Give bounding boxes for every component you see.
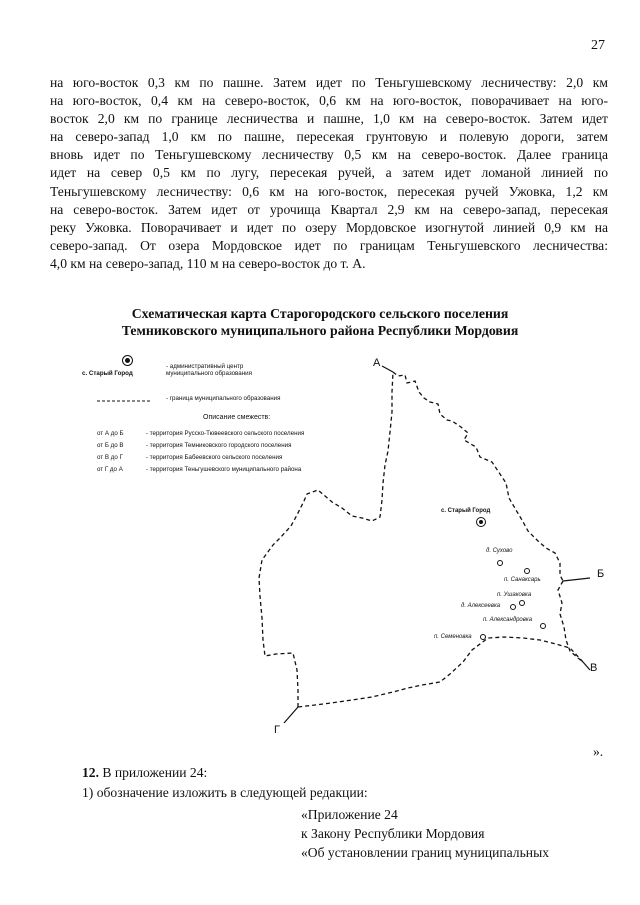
- legend-desc: - территория Бабеевского сельского поселения: [146, 454, 283, 461]
- item-12: [82, 765, 207, 781]
- paragraph-line: на юго-восток 0,3 км по пашне. Затем идет по Теньгушевскому лесничеству: 2,0 км: [50, 75, 608, 90]
- place-label-stary-gorod: с. Старый Город: [441, 508, 491, 514]
- leader-line-v: [583, 662, 590, 670]
- paragraph-line: на северо-восток. Затем идет от урочища Квартал 2,9 км на северо-запад, пересекая: [50, 201, 608, 217]
- leader-line-g: [284, 707, 298, 723]
- legend-desc: - территория Русско-Тювеевского сельского поселения: [146, 430, 305, 437]
- paragraph-line: северо-запад. От озера Мордовское идет по границам Теньгушевского лесничества:: [50, 237, 608, 253]
- village-marker: [524, 568, 530, 574]
- paragraph-line: на северо-запад 1,0 км по пашне, пересекая грунтовую и полевую дороги, затем: [50, 129, 608, 145]
- place-label-alekseevka: д. Алексеевка: [461, 603, 501, 609]
- place-label-aleksandrovka: п. Александровка: [483, 617, 533, 623]
- place-label-ushakovka: п. Ушаковка: [497, 592, 532, 598]
- legend-center-place: с. Старый Город: [82, 370, 133, 377]
- point-b-label: Б: [597, 568, 605, 580]
- legend-adjacency-title: Описание смежеств:: [203, 414, 271, 421]
- legend-desc: - территория Темниковского городского поселения: [146, 442, 292, 449]
- item-number: 12.: [82, 765, 99, 780]
- appendix-line-1: «Приложение 24: [301, 807, 398, 822]
- place-label-semenovka: п. Семеновка: [434, 634, 472, 640]
- place-label-sukhovo: д. Сухово: [486, 548, 513, 554]
- legend-center-desc-2: муниципального образования: [166, 370, 252, 377]
- legend-desc: - территория Теньгушевского муниципального района: [146, 466, 302, 473]
- legend-boundary-desc: - граница муниципального образования: [166, 395, 281, 402]
- subitem-1: 1) обозначение изложить в следующей редакции:: [82, 785, 368, 800]
- paragraph-line: на юго-восток, 0,4 км на северо-восток, 0,6 км на юго-восток, поворачивает на юго-: [50, 93, 608, 109]
- map-title-line-2: Темниковского муниципального района Республики Мордовия: [121, 323, 519, 338]
- paragraph-line: реку Ужовка. Поворачивает и идет по озеру Мордовское изогнутой линией 0,9 км на: [50, 219, 608, 235]
- leader-line-a: [382, 366, 393, 372]
- admin-center-marker: [476, 517, 486, 527]
- point-a-label: А: [373, 357, 381, 369]
- legend-range: от Г до А: [97, 466, 123, 473]
- appendix-line-3: «Об установлении границ муниципальных: [301, 845, 549, 860]
- point-g-label: Г: [274, 724, 280, 736]
- leader-line-b: [563, 578, 590, 581]
- legend-range: от Б до В: [97, 442, 124, 449]
- page-number: 27: [591, 38, 605, 53]
- boundary-v-to-g: [298, 637, 583, 707]
- closing-quote: ».: [593, 744, 604, 759]
- village-marker: [510, 604, 516, 610]
- admin-center-icon: [122, 355, 133, 366]
- legend-range: от В до Г: [97, 454, 123, 461]
- boundary-b-to-v: [558, 581, 583, 662]
- legend-range: от А до Б: [97, 430, 124, 437]
- village-marker: [540, 623, 546, 629]
- map-title-line-1: Схематическая карта Старогородского сельского поселения: [131, 306, 509, 321]
- appendix-line-2: к Закону Республики Мордовия: [301, 826, 485, 841]
- village-marker: [519, 600, 525, 606]
- legend-center-desc-1: - административный центр: [166, 363, 244, 370]
- paragraph-line: Теньгушевскому лесничеству: 0,6 км на юго-восток, пересекая ручей Ужовка, 1,2 км: [50, 183, 608, 199]
- village-marker: [480, 634, 486, 640]
- paragraph-line: идет на север 0,5 км по лугу, пересекая ручей, а затем идет ломаной линией по: [50, 165, 608, 181]
- village-marker: [497, 560, 503, 566]
- boundary-a-to-b: [393, 372, 563, 581]
- paragraph-line: 4,0 км на северо-запад, 110 м на северо-восток до т. А.: [50, 255, 366, 271]
- place-label-sanaksar: п. Санаксарь: [504, 577, 541, 583]
- paragraph-line: вновь идет по Теньгушевскому лесничеству 0,5 км на северо-восток. Далее граница: [50, 147, 608, 163]
- boundary-g-to-a: [259, 372, 393, 707]
- paragraph-line: восток 2,0 км по границе лесничества и пашне, 1,0 км на северо-восток. Затем идет: [50, 111, 608, 127]
- point-v-label: В: [590, 662, 598, 674]
- item-text: В приложении 24:: [99, 765, 208, 780]
